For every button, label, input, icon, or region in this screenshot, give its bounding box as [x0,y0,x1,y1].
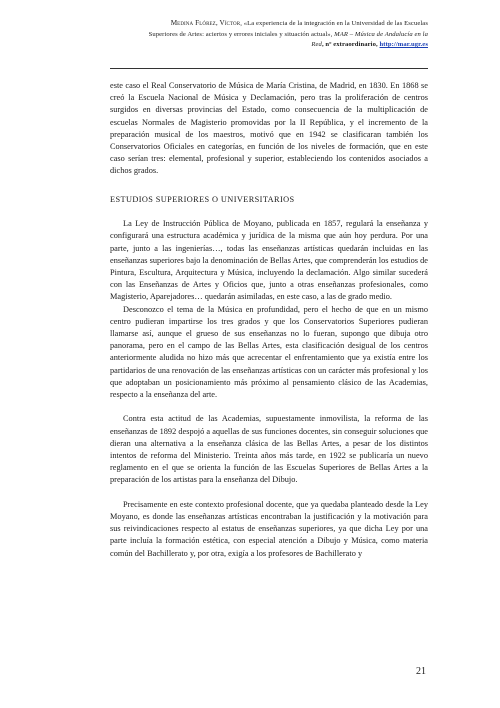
article-body [110,80,428,560]
header-journal-red: Red [311,41,322,49]
paragraph-2: La Ley de Instrucción Pública de Moyano, publicada en 1857, regulará la enseñanza y configurará una estructura académica y jurídica de la misma que aún hoy perdura. Por una parte, junto a las ingenierías…, todas las enseñanzas artísticas quedarán incluidas en las enseñanzas superiores bajo la denominación de Bellas Artes, que comprenderán los estudios de Pintura, Escultura, Arquitectura y Música, incluyendo la declamación. Algo similar sucederá con las Enseñanzas de Artes y Oficios que, junto a otras enseñanzas profesionales, como Magisterio, Aparejadores… quedarán asimiladas, en este caso, a las de grado medio. [110,219,428,302]
paragraph-1: este caso el Real Conservatorio de Música de María Cristina, de Madrid, en 1830. En 1868 se creó la Escuela Nacional de Música y Declamación, pero tras la proliferación de centros surgidos en diversas provincias del Estado, como consecuencia de la multiplicación de escuelas Normales de Magisterio promovidas por la II República, y el incremento de la preparación musical de los maestros, motivó que en 1942 se clasificaran también los Conservatorios Oficiales en categorías, en función de los niveles de formación, que en este caso serían tres: elemental, profesional y superior, estableciendo los contenidos asociados a dichos grados. [110,81,428,176]
header-article-subtitle: Superiores de Artes: aciertos y errores iniciales y situación actual», [148,30,333,38]
paragraph-4: Contra esta actitud de las Academias, supuestamente inmovilista, la reforma de las enseñanzas de 1892 despojó a aquellas de sus funciones docentes, sin conseguir soluciones que dieran una alternativa a la enseñanza clásica de las Bellas Artes, a pesar de los distintos intentos de reforma del Ministerio. Treinta años más tarde, en 1922 se publicaría un nuevo reglamento en el que se orienta la función de las Escuelas Superiores de Bellas Artes a la preparación de los artistas para la enseñanza del Dibujo. [110,414,428,485]
spacer [110,178,428,190]
header-author: Medina Flórez, Víctor [170,19,241,27]
header-journal: MAR – Música de Andalucía en la [332,30,428,38]
running-header [110,18,428,51]
header-url-link[interactable]: http://mar.ugr.es [379,41,428,49]
page-number: 21 [416,666,426,677]
paragraph-3: Desconozco el tema de la Música en profundidad, pero el hecho de que en un mismo centro pudieran impartirse los tres grados y que los Conservatorios Superiores pudieran llamarse así, aunque el grueso de sus enseñanzas no lo fueran, supongo que dibuja otro panorama, pero en el campo de las Bellas Artes, esta clasificación desigual de los centros anteriormente aludida no hizo más que acrecentar el enfrentamiento que ya existía entre los partidarios de una renovación de las enseñanzas artísticas con un carácter más profesional y los que adoptaban un posicionamiento más próximo al pensamiento clásico de las Academias, respecto a la enseñanza del arte. [110,304,428,400]
header-line-1 [110,18,428,30]
spacer [110,206,428,218]
header-line-3 [110,40,428,51]
header-line-2 [110,30,428,41]
spacer [110,487,428,499]
header-divider [110,68,428,69]
spacer [110,401,428,413]
header-article-title: , «La experiencia de la integración en la Universidad de las Escuelas [240,20,428,27]
paragraph-5: Precisamente en este contexto profesional docente, que ya quedaba planteado desde la Ley Moyano, es donde las enseñanzas artísticas encontraban la justificación y la motivación para sus reivindicaciones respecto al estatus de enseñanzas superiores, ya que dicha Ley por una parte incluía la formación estética, con especial atención a Dibujo y Música, como materia común del Bachillerato y, por otra, exigía a los profesores de Bachillerato y [110,499,428,558]
section-title: ESTUDIOS SUPERIORES O UNIVERSITARIOS [110,194,295,204]
header-issue: , nº extraordinario, [321,41,380,49]
